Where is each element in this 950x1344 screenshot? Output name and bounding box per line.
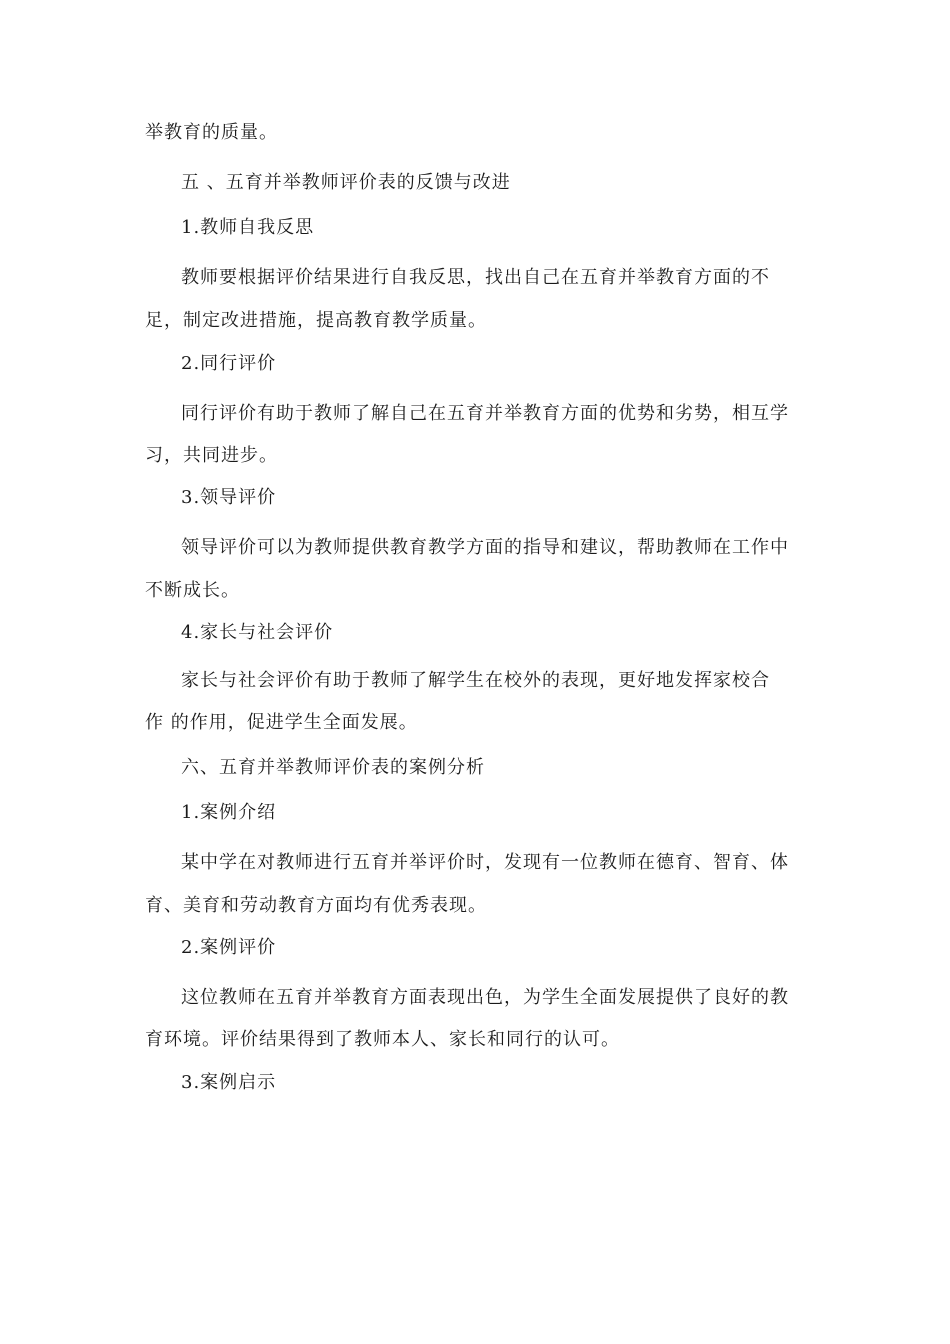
- paragraph-line: 作 的作用，促进学生全面发展。: [145, 712, 418, 733]
- subheading: 1.教师自我反思: [181, 217, 315, 238]
- section-heading-6: 六、五育并举教师评价表的案例分析: [181, 757, 485, 778]
- subheading: 4.家长与社会评价: [181, 622, 334, 643]
- subheading: 2.案例评价: [181, 937, 277, 958]
- paragraph-line: 足，制定改进措施，提高教育教学质量。: [145, 310, 487, 331]
- subheading: 3.案例启示: [181, 1072, 277, 1093]
- paragraph-line: 这位教师在五育并举教育方面表现出色，为学生全面发展提供了良好的教: [181, 987, 789, 1008]
- paragraph-line: 某中学在对教师进行五育并举评价时，发现有一位教师在德育、智育、体: [181, 852, 789, 873]
- paragraph-line: 不断成长。: [145, 580, 240, 601]
- subheading: 3.领导评价: [181, 487, 277, 508]
- paragraph-line: 教师要根据评价结果进行自我反思，找出自己在五育并举教育方面的不: [181, 267, 770, 288]
- paragraph-line: 习，共同进步。: [145, 445, 278, 466]
- paragraph-line: 育、美育和劳动教育方面均有优秀表现。: [145, 895, 487, 916]
- paragraph-line: 领导评价可以为教师提供教育教学方面的指导和建议，帮助教师在工作中: [181, 537, 789, 558]
- subheading: 2.同行评价: [181, 353, 277, 374]
- paragraph-line: 家长与社会评价有助于教师了解学生在校外的表现，更好地发挥家校合: [181, 670, 770, 691]
- paragraph-line: 育环境。评价结果得到了教师本人、家长和同行的认可。: [145, 1029, 620, 1050]
- subheading: 1.案例介绍: [181, 802, 277, 823]
- paragraph-continuation: 举教育的质量。: [145, 122, 278, 143]
- section-heading-5: 五 、五育并举教师评价表的反馈与改进: [181, 172, 511, 193]
- paragraph-line: 同行评价有助于教师了解自己在五育并举教育方面的优势和劣势，相互学: [181, 403, 789, 424]
